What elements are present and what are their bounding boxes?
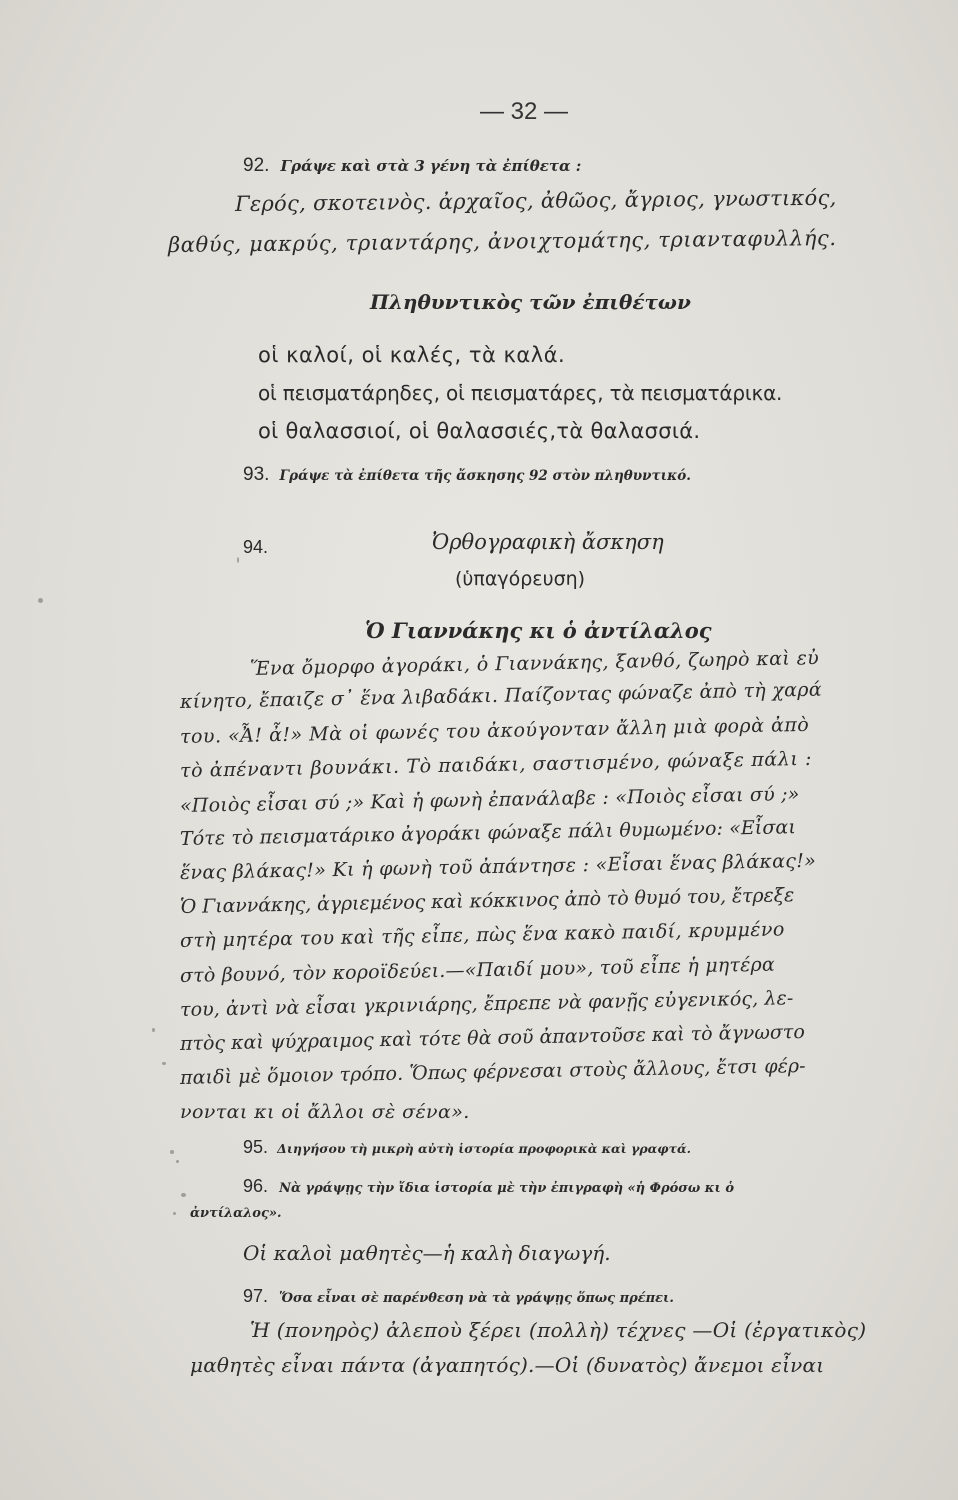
exercise-95-number: 95.: [243, 1137, 269, 1157]
story-line-12: πτὸς καὶ ψύχραιμος καὶ τότε θὰ σοῦ ἀπαντοῦσε καὶ τὸ ἄγνωστο: [179, 1021, 805, 1055]
story-title: Ὁ Γιαννάκης κι ὁ ἀντίλαλος: [365, 618, 712, 643]
exercise-94-subtitle: (ὑπαγόρευση): [455, 568, 586, 590]
scan-speck: [176, 1160, 179, 1163]
story-line-4: τὸ ἀπέναντι βουνάκι. Τὸ παιδάκι, σαστισμένο, φώναξε πάλι :: [179, 747, 813, 782]
exercise-97-instruction: Ὅσα εἶναι σὲ παρένθεση νὰ τὰ γράψῃς ὅπως πρέπει.: [279, 1291, 674, 1306]
exercise-93-number: 93.: [243, 464, 270, 485]
plural-line-3: οἱ θαλασσιοί, οἱ θαλασσιές,τὰ θαλασσιά.: [258, 419, 701, 443]
exercise-97: [243, 1287, 674, 1305]
story-line-11: του, ἀντὶ νὰ εἶσαι γκρινιάρης, ἔπρεπε νὰ φανῇς εὐγενικός, λε-: [179, 987, 794, 1021]
scan-speck: [181, 1193, 186, 1197]
story-line-9: στὴ μητέρα του καὶ τῆς εἶπε, πὼς ἕνα κακὸ παιδί, κρυμμένο: [179, 918, 785, 952]
story-line-1: Ἕνα ὄμορφο ἀγοράκι, ὁ Γιαννάκης, ξανθό, ζωηρὸ καὶ εὐ: [249, 647, 820, 680]
scan-speck: [152, 1028, 155, 1032]
scan-speck: [237, 557, 239, 563]
story-line-8: Ὁ Γιαννάκης, ἀγριεμένος καὶ κόκκινος ἀπὸ τὸ θυμό του, ἔτρεξε: [179, 884, 795, 918]
story-line-14: νονται κι οἱ ἄλλοι σὲ σένα».: [180, 1101, 470, 1123]
exercise-97-line-1: Ἡ (πονηρὸς) ἀλεποὺ ξέρει (πολλὴ) τέχνες —Οἱ (ἐργατικὸς): [250, 1318, 867, 1342]
exercise-97-number: 97.: [243, 1286, 269, 1306]
exercise-95: [243, 1138, 691, 1156]
exercise-93: [243, 465, 691, 484]
exercise-94-title: Ὀρθογραφικὴ ἄσκηση: [432, 530, 664, 554]
story-line-10: στὸ βουνό, τὸν κοροϊδεύει.—«Παιδί μου», τοῦ εἶπε ἡ μητέρα: [179, 953, 776, 987]
exercise-94-number: 94.: [243, 537, 269, 557]
exercise-92-header: [243, 156, 581, 175]
story-line-5: «Ποιὸς εἶσαι σύ ;» Καὶ ἡ φωνὴ ἐπανάλαβε : «Ποιὸς εἶσαι σύ ;»: [179, 783, 800, 817]
story-line-3: του. «Ἆ! ἆ!» Μὰ οἱ φωνές του ἀκούγονταν ἄλλη μιὰ φορὰ ἀπὸ: [179, 713, 810, 748]
exercise-92-line-1: Γερός, σκοτεινὸς. ἀρχαῖος, ἀθῶος, ἄγριος, γνωστικός,: [234, 185, 837, 216]
story-line-2: κίνητο, ἔπαιζε σ᾽ ἕνα λιβαδάκι. Παίζοντας φώναζε ἀπὸ τὴ χαρά: [179, 678, 823, 713]
exercise-93-instruction: Γράψε τὰ ἐπίθετα τῆς ἄσκησης 92 στὸν πληθυντικό.: [279, 468, 691, 484]
exercise-96-line-1: [243, 1177, 734, 1195]
exercise-92-instruction: Γράψε καὶ στὰ 3 γένη τὰ ἐπίθετα :: [280, 157, 582, 175]
story-line-7: ἕνας βλάκας!» Κι ἡ φωνὴ τοῦ ἀπάντησε : «Εἶσαι ἕνας βλάκας!»: [179, 849, 817, 884]
scan-speck: [170, 1150, 174, 1154]
exercise-96-number: 96.: [243, 1176, 269, 1196]
example-phrase: Οἱ καλοὶ μαθητὲς—ἡ καλὴ διαγωγή.: [243, 1241, 611, 1265]
exercise-92-number: 92.: [243, 155, 270, 176]
exercise-96-instruction-1: Νὰ γράψῃς τὴν ἴδια ἱστορία μὲ τὴν ἐπιγραφὴ «ἡ Φρόσω κι ὁ: [279, 1181, 735, 1196]
scan-speck: [38, 598, 43, 603]
page-number: — 32 —: [480, 98, 569, 125]
exercise-96-instruction-2: ἀντίλαλος».: [190, 1206, 282, 1221]
exercise-92-line-2: βαθύς, μακρύς, τριαντάρης, ἀνοιχτομάτης, τριανταφυλλής.: [167, 225, 837, 257]
scan-speck: [173, 1212, 176, 1215]
plural-line-1: οἱ καλοί, οἱ καλές, τὰ καλά.: [258, 343, 566, 367]
exercise-97-line-2: μαθητὲς εἶναι πάντα (ἀγαπητός).—Οἱ (δυνατὸς) ἄνεμοι εἶναι: [190, 1353, 825, 1377]
exercise-95-instruction: Διηγήσου τὴ μικρὴ αὐτὴ ἱστορία προφορικὰ καὶ γραφτά.: [277, 1141, 691, 1156]
scan-speck: [162, 1062, 166, 1065]
plural-line-2: οἱ πεισματάρηδες, οἱ πεισματάρες, τὰ πεισματάρικα.: [258, 381, 783, 405]
story-line-6: Τότε τὸ πεισματάρικο ἀγοράκι φώναξε πάλι θυμωμένο: «Εἶσαι: [179, 816, 797, 850]
plural-heading: Πληθυντικὸς τῶν ἐπιθέτων: [370, 290, 691, 314]
story-line-13: παιδὶ μὲ ὅμοιον τρόπο. Ὅπως φέρνεσαι στοὺς ἄλλους, ἔτσι φέρ-: [179, 1054, 806, 1089]
